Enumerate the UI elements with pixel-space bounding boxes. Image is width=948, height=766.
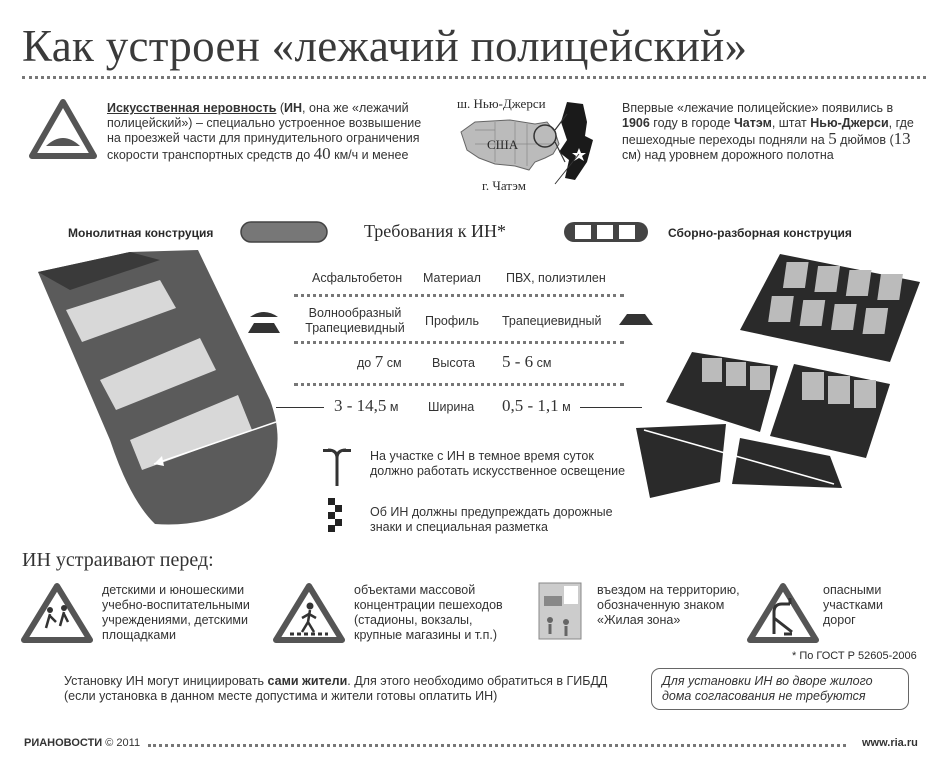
pedestrian-sign-icon <box>272 582 346 644</box>
street-lamp-icon <box>320 444 354 486</box>
page-title: Как устроен «лежачий полицейский» <box>22 21 748 71</box>
req-divider <box>294 341 624 344</box>
width-arrow-right <box>580 407 642 408</box>
install-item-dangerous: опасными участками дорог <box>823 583 883 627</box>
title-divider <box>22 76 926 79</box>
req-center-height: Высота <box>432 356 475 370</box>
modular-label: Сборно-разборная конструция <box>668 226 852 240</box>
lighting-note: На участке с ИН в темное время суток должно работать искусственное освещение <box>370 449 626 478</box>
living-zone-sign-icon <box>538 582 582 640</box>
intro-term: Искусственная неровность <box>107 101 277 115</box>
gost-note: * По ГОСТ Р 52605-2006 <box>792 650 917 662</box>
modular-bump-icon <box>563 221 649 243</box>
map-country-label: США <box>487 137 519 152</box>
modular-bump-illustration <box>630 252 930 552</box>
monolithic-bump-icon <box>240 221 328 243</box>
requirements-heading: Требования к ИН* <box>364 221 506 241</box>
footer-divider <box>148 744 846 747</box>
yard-note: Для установки ИН во дворе жилого дома согласования не требуются <box>651 668 909 710</box>
intro-speed: 40 <box>313 144 331 163</box>
monolithic-label: Монолитная конструция <box>68 226 214 240</box>
dangerous-curve-sign-icon <box>746 582 820 644</box>
installed-before-heading: ИН устраивают перед: <box>22 549 214 571</box>
req-right-height: 5 - 6 см <box>502 352 552 371</box>
width-arrow-left <box>276 407 324 408</box>
req-left-material: Асфальтобетон <box>312 271 403 285</box>
req-right-profile: Трапециевидный <box>502 314 602 328</box>
monolithic-bump-illustration <box>30 250 300 540</box>
map-state-label: ш. Нью-Джерси <box>457 96 546 111</box>
checkered-marking-icon <box>328 498 348 532</box>
req-left-height: до 7 см <box>357 352 402 371</box>
history-text: Впервые «лежачие полицейские» появились в 1906 году в городе Чатэм, штат Нью-Джерси, где пешеходные переходы подняли на 5 дюймов (13 см) над уровнем дорожного полотна <box>622 101 914 162</box>
req-right-material: ПВХ, полиэтилен <box>506 271 606 285</box>
req-center-material: Материал <box>423 271 481 285</box>
wave-profile-icon <box>244 305 284 333</box>
req-center-width: Ширина <box>428 400 475 414</box>
speed-bump-sign-icon <box>28 98 98 160</box>
req-left-width: 3 - 14,5 м <box>334 396 399 415</box>
req-right-width: 0,5 - 1,1 м <box>502 396 571 415</box>
signs-note: Об ИН должны предупреждать дорожные знаки и специальная разметка <box>370 505 613 534</box>
install-item-children: детскими и юношескими учебно-воспитательными учреждениями, детскими площадками <box>102 583 250 642</box>
footer-url[interactable]: www.ria.ru <box>862 737 918 749</box>
initiative-text: Установку ИН могут инициировать сами жители. Для этого необходимо обратиться в ГИБДД (если установка в данном месте допустима и жители готовы оплатить ИН) <box>64 674 608 703</box>
footer-brand: РИАНОВОСТИ © 2011 <box>24 737 141 749</box>
req-center-profile: Профиль <box>425 314 479 328</box>
install-item-living-zone: въездом на территорию, обозначенную знаком «Жилая зона» <box>597 583 740 627</box>
intro-text: Искусственная неровность (ИН, она же «лежачий полицейский») – специально устроенное возвышение на проезжей части для принудительного ограничения скорости транспортных средств до 40 км/ч и менее <box>107 101 422 163</box>
trapezoid-profile-icon <box>617 311 655 327</box>
install-item-pedestrians: объектами массовой концентрации пешеходов (стадионы, вокзалы, крупные магазины и т.п.) <box>354 583 503 642</box>
children-sign-icon <box>20 582 94 644</box>
req-divider <box>294 383 624 386</box>
map-town-label: г. Чатэм <box>482 178 526 193</box>
req-left-profile: Волнообразный Трапециевидный <box>305 306 405 335</box>
req-divider <box>294 294 624 297</box>
